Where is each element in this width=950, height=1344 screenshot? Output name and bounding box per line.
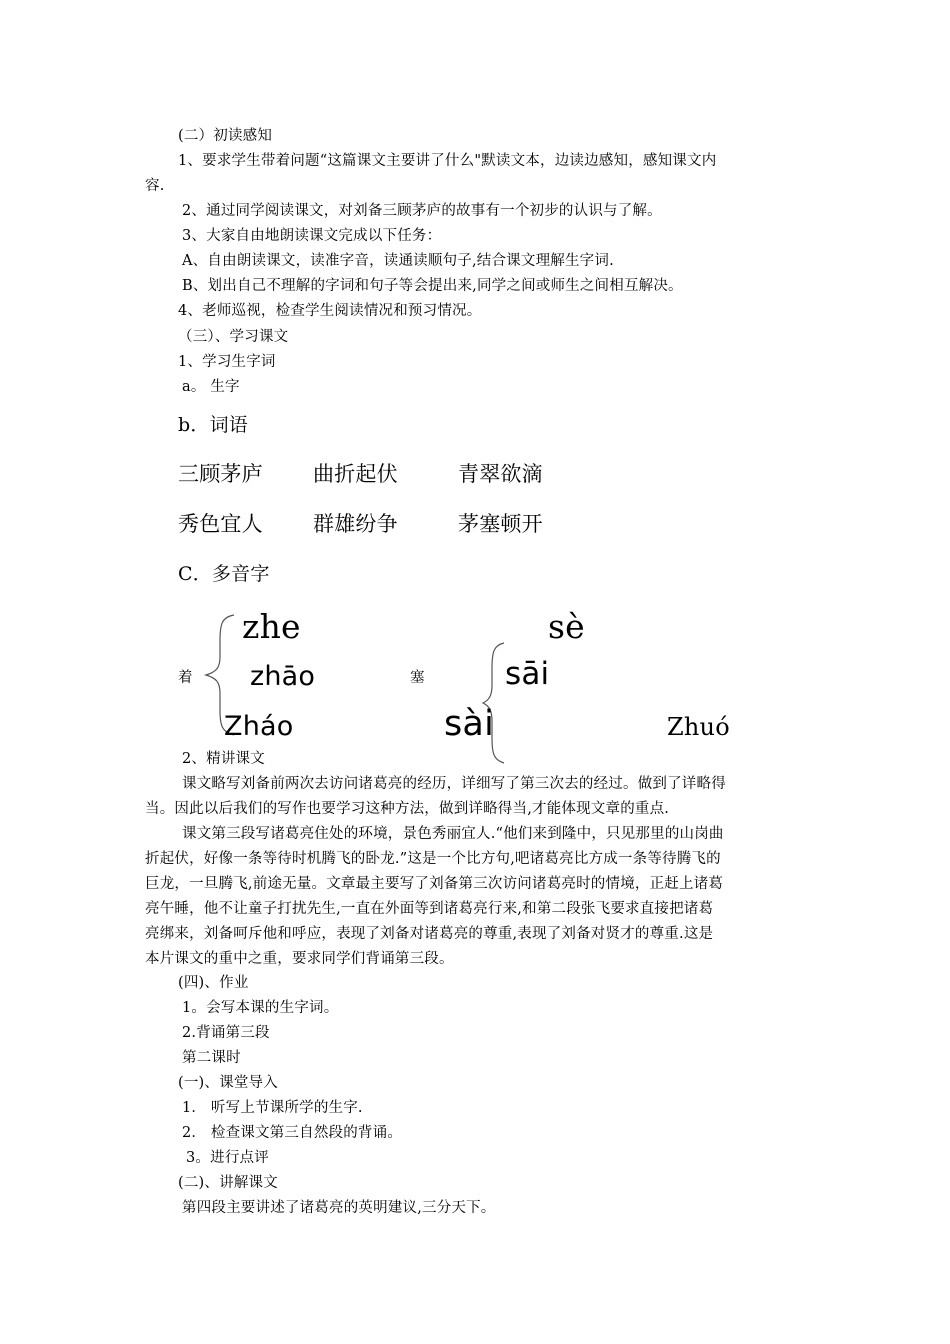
vocab-word: 秀色宜人 — [178, 512, 263, 536]
vocab-word: 三顾茅庐 — [178, 462, 263, 486]
list-item: 2.背诵第三段 — [182, 1025, 270, 1041]
section-heading: (二)、讲解课文 — [178, 1175, 278, 1191]
list-item-continuation: 容. — [145, 178, 165, 194]
list-item: 4、老师巡视，检查学生阅读情况和预习情况。 — [178, 303, 482, 319]
paragraph-line: 课文第三段写诸葛亮住处的环境，景色秀丽宜人.“他们来到隆中，只见那里的山岗曲 — [182, 826, 724, 842]
list-item: 3、大家自由地朗读课文完成以下任务： — [182, 228, 442, 244]
pinyin-reading: sè — [548, 607, 585, 646]
paragraph-line: 巨龙，一旦腾飞,前途无量。文章最主要写了刘备第三次访问诸葛亮时的情境，正赶上诸葛 — [145, 876, 724, 892]
subheading: a。 生字 — [182, 379, 240, 395]
section-heading: （三）、学习课文 — [178, 329, 289, 345]
list-item: 2、通过同学阅读课文，对刘备三顾茅庐的故事有一个初步的认识与了解。 — [182, 203, 662, 219]
pinyin-reading: sāi — [505, 656, 550, 692]
list-item: 3。进行点评 — [186, 1150, 269, 1166]
vocab-word: 群雄纷争 — [313, 512, 398, 536]
paragraph-line: 本片课文的重中之重，要求同学们背诵第三段。 — [145, 951, 454, 967]
pinyin-reading: zhāo — [250, 661, 316, 692]
section-heading: (二）初读感知 — [178, 128, 273, 144]
pinyin-reading: sài — [444, 704, 495, 744]
list-item: 1． 听写上节课所学的生字. — [182, 1100, 363, 1116]
paragraph-line: 亮绑来，刘备呵斥他和呼应，表现了刘备对诸葛亮的尊重,表现了刘备对贤才的尊重.这是 — [145, 926, 714, 942]
list-item: 1、要求学生带着问题“这篇课文主要讲了什么"默读文本，边读边感知，感知课文内 — [178, 153, 717, 169]
polyphone-char: 着 — [178, 670, 193, 686]
list-item: 1。会写本课的生字词。 — [182, 1000, 339, 1016]
lesson-title: 第二课时 — [182, 1050, 241, 1066]
vocab-word: 青翠欲滴 — [458, 462, 543, 486]
subheading: 1、学习生字词 — [178, 354, 276, 370]
list-item: A、自由朗读课文，读准字音，读通读顺句子,结合课文理解生字词. — [182, 253, 614, 269]
subheading: 2、精讲课文 — [182, 751, 265, 767]
paragraph-line: 当。因此以后我们的写作也要学习这种方法，做到详略得当,才能体现文章的重点. — [145, 801, 670, 817]
pinyin-reading: Zhuó — [667, 713, 730, 741]
pinyin-reading: zhe — [242, 607, 301, 646]
polyphone-char: 塞 — [410, 670, 425, 686]
list-item: B、划出自己不理解的字词和句子等会提出来,同学之间或师生之间相互解决。 — [182, 278, 683, 294]
list-item: 2． 检查课文第三自然段的背诵。 — [182, 1125, 403, 1141]
paragraph-line: 亮午睡，他不让童子打扰先生,一直在外面等到诸葛亮行来,和第二段张飞要求直接把诸葛 — [145, 901, 714, 917]
paragraph-line: 课文略写刘备前两次去访问诸葛亮的经历，详细写了第三次去的经过。做到了详略得 — [182, 776, 726, 792]
paragraph-line: 第四段主要讲述了诸葛亮的英明建议,三分天下。 — [182, 1200, 496, 1216]
paragraph-line: 折起伏，好像一条等待时机腾飞的卧龙.”这是一个比方句,吧诸葛亮比方成一条等待腾飞的 — [145, 851, 721, 867]
pinyin-reading: Zháo — [224, 711, 294, 742]
section-heading: (一)、课堂导入 — [178, 1075, 278, 1091]
subheading: b．词语 — [178, 414, 248, 436]
vocab-word: 茅塞顿开 — [458, 512, 543, 536]
section-heading: (四)、作业 — [178, 975, 249, 991]
subheading: C．多音字 — [178, 563, 270, 585]
vocab-word: 曲折起伏 — [313, 462, 398, 486]
